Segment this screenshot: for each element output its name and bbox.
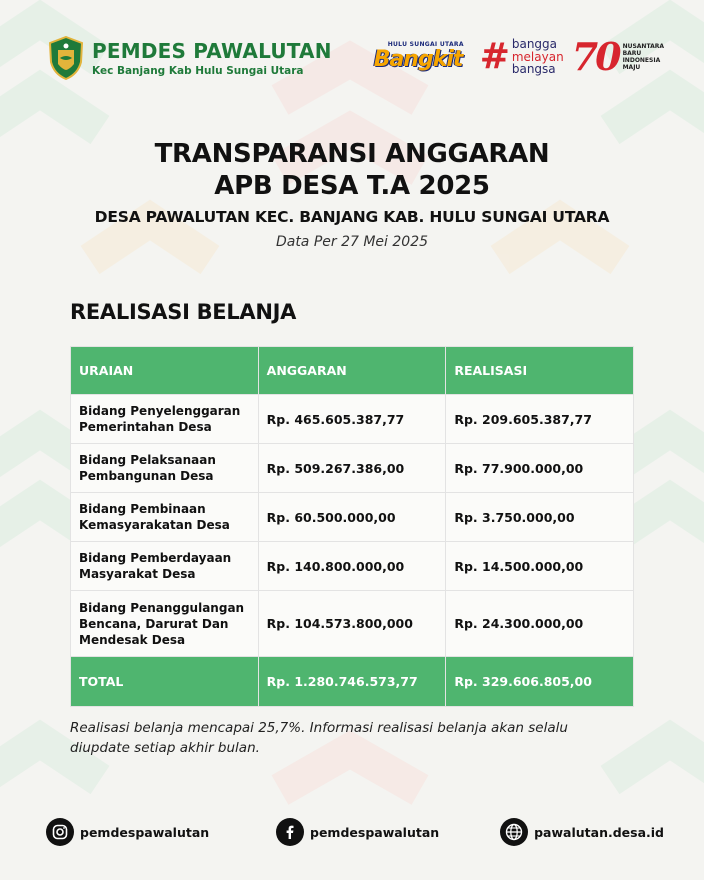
hut-text-2: BARU <box>622 50 642 57</box>
table-row <box>71 493 634 542</box>
instagram-handle: pemdespawalutan <box>80 824 210 840</box>
total-realisasi: Rp. 329.606.805,00 <box>446 657 634 707</box>
header <box>48 36 664 86</box>
bangkit-logo-text: Bangkit <box>373 47 463 72</box>
cell-anggaran: Rp. 104.573.800,000 <box>258 591 446 657</box>
cell-uraian: Bidang Pelaksanaan Pembangunan Desa <box>71 444 259 493</box>
footer <box>46 818 664 848</box>
regency-crest-icon <box>48 36 84 80</box>
bangkit-logo-small-text: HULU SUNGAI UTARA <box>387 41 464 48</box>
brand-subtitle: Kec Banjang Kab Hulu Sungai Utara <box>92 64 304 77</box>
hut-text-3: INDONESIA <box>622 57 661 64</box>
facebook-icon <box>276 818 304 846</box>
cell-realisasi: Rp. 24.300.000,00 <box>446 591 634 657</box>
header-uraian: URAIAN <box>71 347 259 395</box>
title-block <box>0 138 704 250</box>
header-anggaran: ANGGARAN <box>258 347 446 395</box>
table-header-row <box>71 347 634 395</box>
website-url: pawalutan.desa.id <box>534 824 664 840</box>
table-row <box>71 395 634 444</box>
cell-anggaran: Rp. 465.605.387,77 <box>258 395 446 444</box>
cell-anggaran: Rp. 509.267.386,00 <box>258 444 446 493</box>
bangga-hash-glyph: # <box>479 36 510 77</box>
bangga-line-1: bangga <box>511 37 558 52</box>
partner-logos <box>373 34 664 79</box>
realization-note: Realisasi belanja mencapai 25,7%. Informasi realisasi belanja akan selalu diupdate setiap akhir bulan. <box>70 720 568 756</box>
website-link[interactable] <box>500 818 664 846</box>
globe-icon <box>500 818 528 846</box>
brand <box>48 36 332 80</box>
cell-anggaran: Rp. 140.800.000,00 <box>258 542 446 591</box>
cell-uraian: Bidang Pembinaan Kemasyarakatan Desa <box>71 493 259 542</box>
facebook-handle: pemdespawalutan <box>310 824 440 840</box>
table-row <box>71 591 634 657</box>
bangga-melayani-bangsa-logo <box>480 38 564 76</box>
bangga-line-3: bangsa <box>511 62 556 77</box>
page-title-line-1: TRANSPARANSI ANGGARAN <box>154 139 550 169</box>
bangkit-logo <box>374 41 472 73</box>
table-row <box>71 444 634 493</box>
section-heading: REALISASI BELANJA <box>70 300 297 324</box>
cell-realisasi: Rp. 77.900.000,00 <box>446 444 634 493</box>
facebook-link[interactable] <box>276 818 439 846</box>
total-anggaran: Rp. 1.280.746.573,77 <box>258 657 446 707</box>
total-label: TOTAL <box>71 657 259 707</box>
bangga-line-2: melayan <box>511 49 564 64</box>
brand-name: PEMDES PAWALUTAN <box>92 38 332 63</box>
cell-realisasi: Rp. 14.500.000,00 <box>446 542 634 591</box>
hut-text-1: NUSANTARA <box>622 43 664 50</box>
table-total-row <box>71 657 634 707</box>
instagram-link[interactable] <box>46 818 209 846</box>
hut-ri-70-logo <box>571 34 664 79</box>
data-date: Data Per 27 Mei 2025 <box>275 234 429 250</box>
page-title-line-2: APB DESA T.A 2025 <box>214 171 490 201</box>
cell-realisasi: Rp. 3.750.000,00 <box>446 493 634 542</box>
cell-uraian: Bidang Penanggulangan Bencana, Darurat Dan Mendesak Desa <box>71 591 259 657</box>
page-subtitle: DESA PAWALUTAN KEC. BANJANG KAB. HULU SUNGAI UTARA <box>94 208 610 226</box>
budget-table <box>70 346 634 707</box>
hut-text-4: MAJU <box>622 64 641 71</box>
cell-uraian: Bidang Pemberdayaan Masyarakat Desa <box>71 542 259 591</box>
cell-uraian: Bidang Penyelenggaran Pemerintahan Desa <box>71 395 259 444</box>
table-row <box>71 542 634 591</box>
header-realisasi: REALISASI <box>446 347 634 395</box>
instagram-icon <box>46 818 74 846</box>
cell-realisasi: Rp. 209.605.387,77 <box>446 395 634 444</box>
hut-ri-70-number: 70 <box>571 34 619 79</box>
cell-anggaran: Rp. 60.500.000,00 <box>258 493 446 542</box>
